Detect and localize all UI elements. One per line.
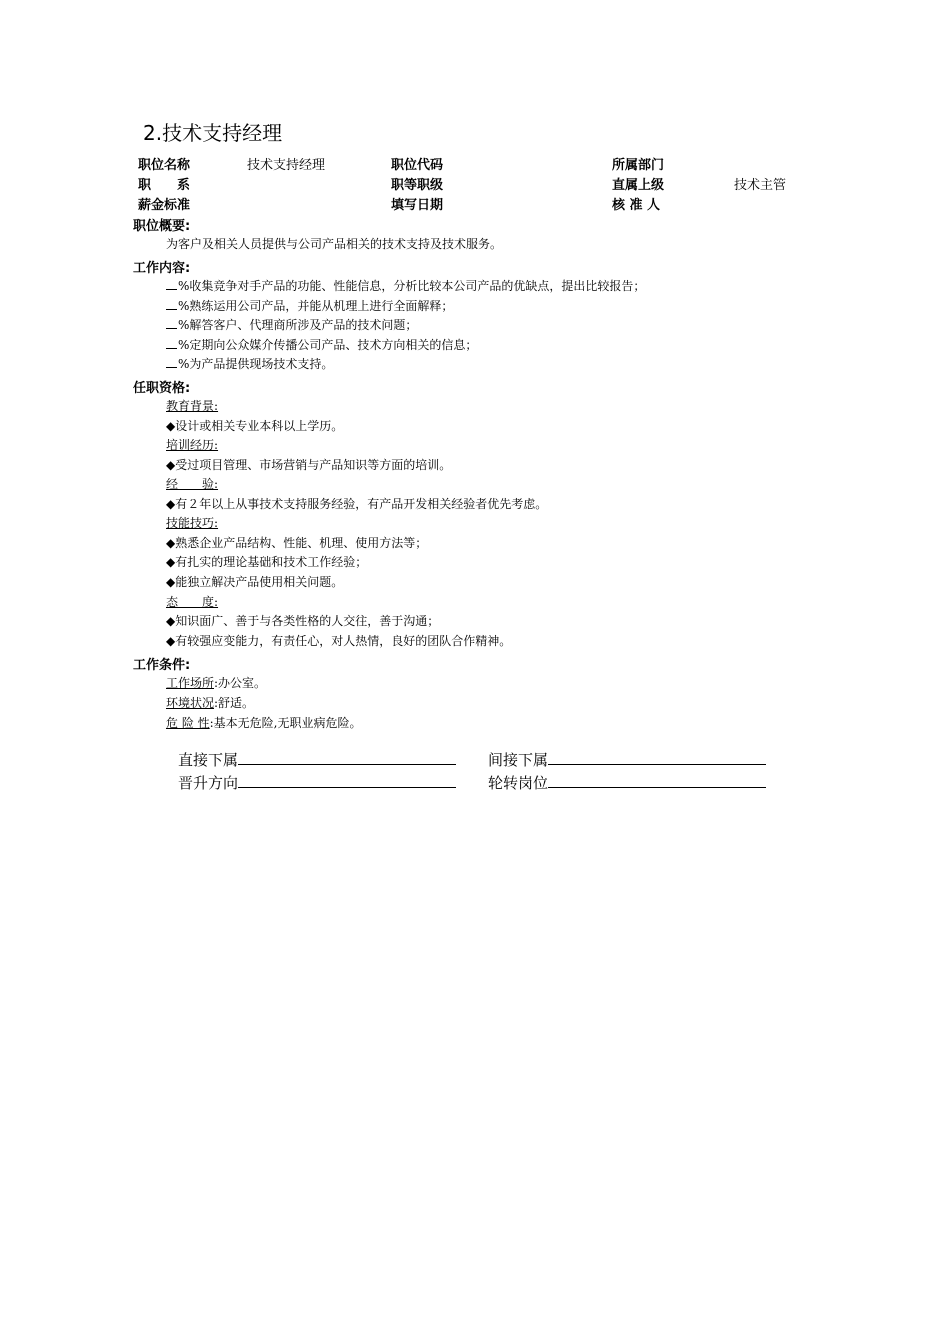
conditions-heading: 工作条件: [133,658,191,673]
direct-subordinate-label: 直接下属 [178,751,239,769]
rotation-label: 轮转岗位 [488,774,549,792]
indirect-subordinate-blank[interactable] [548,748,766,765]
indirect-subordinate-field [488,748,766,770]
position-name-value: 技术支持经理 [247,158,326,173]
education-item: ◆设计或相关专业本科以上学历。 [166,419,344,433]
hazard-value: :基本无危险,无职业病危险。 [209,716,362,730]
environment-value: :舒适。 [214,696,255,710]
position-code-label: 职位代码 [391,158,444,173]
rotation-field [488,771,766,793]
fill-date-label: 填写日期 [391,198,444,213]
skills-label: 技能技巧: [166,516,219,530]
duty-item: %收集竞争对手产品的功能、性能信息，分析比较本公司产品的优缺点，提出比较报告； [166,277,645,294]
workplace-value: :办公室。 [214,676,267,690]
skills-item: ◆能独立解决产品使用相关问题。 [166,575,344,589]
education-label: 教育背景: [166,399,219,413]
workplace-row [166,674,266,691]
skills-item: ◆有扎实的理论基础和技术工作经验； [166,555,368,569]
hazard-label: 危 险 性 [166,716,210,730]
page-title: 2.技术支持经理 [143,121,283,145]
skills-item: ◆熟悉企业产品结构、性能、机理、使用方法等； [166,536,428,550]
duty-item: %熟练运用公司产品，并能从机理上进行全面解释； [166,297,453,314]
training-item: ◆受过项目管理、市场营销与产品知识等方面的培训。 [166,458,452,472]
training-label: 培训经历: [166,438,219,452]
experience-label: 经 验: [166,477,219,491]
job-family-label: 职 系 [138,178,191,193]
duty-item: %定期向公众媒介传播公司产品、技术方向相关的信息； [166,336,477,353]
attitude-item: ◆知识面广、善于与各类性格的人交往，善于沟通； [166,614,440,628]
overview-heading: 职位概要: [133,219,191,234]
attitude-item: ◆有较强应变能力，有责任心，对人热情，良好的团队合作精神。 [166,634,512,648]
approver-label: 核 准 人 [612,198,661,213]
overview-text: 为客户及相关人员提供与公司产品相关的技术支持及技术服务。 [166,237,503,251]
environment-row [166,694,254,711]
supervisor-value: 技术主管 [734,178,787,193]
indirect-subordinate-label: 间接下属 [488,751,549,769]
experience-item: ◆有２年以上从事技术支持服务经验，有产品开发相关经验者优先考虑。 [166,497,548,511]
promotion-blank[interactable] [238,771,456,788]
duty-item: %为产品提供现场技术支持。 [166,355,333,372]
direct-subordinate-blank[interactable] [238,748,456,765]
salary-label: 薪金标准 [138,198,191,213]
attitude-label: 态 度: [166,595,219,609]
hazard-row [166,714,362,731]
promotion-field [178,771,456,793]
duty-item: %解答客户、代理商所涉及产品的技术问题； [166,316,417,333]
workplace-label: 工作场所 [166,676,215,690]
department-label: 所属部门 [612,158,665,173]
rotation-blank[interactable] [548,771,766,788]
direct-subordinate-field [178,748,456,770]
environment-label: 环境状况 [166,696,215,710]
duties-heading: 工作内容: [133,261,191,276]
grade-label: 职等职级 [391,178,444,193]
promotion-label: 晋升方向 [178,774,239,792]
qualifications-heading: 任职资格: [133,381,191,396]
supervisor-label: 直属上级 [612,178,665,193]
position-name-label: 职位名称 [138,158,191,173]
